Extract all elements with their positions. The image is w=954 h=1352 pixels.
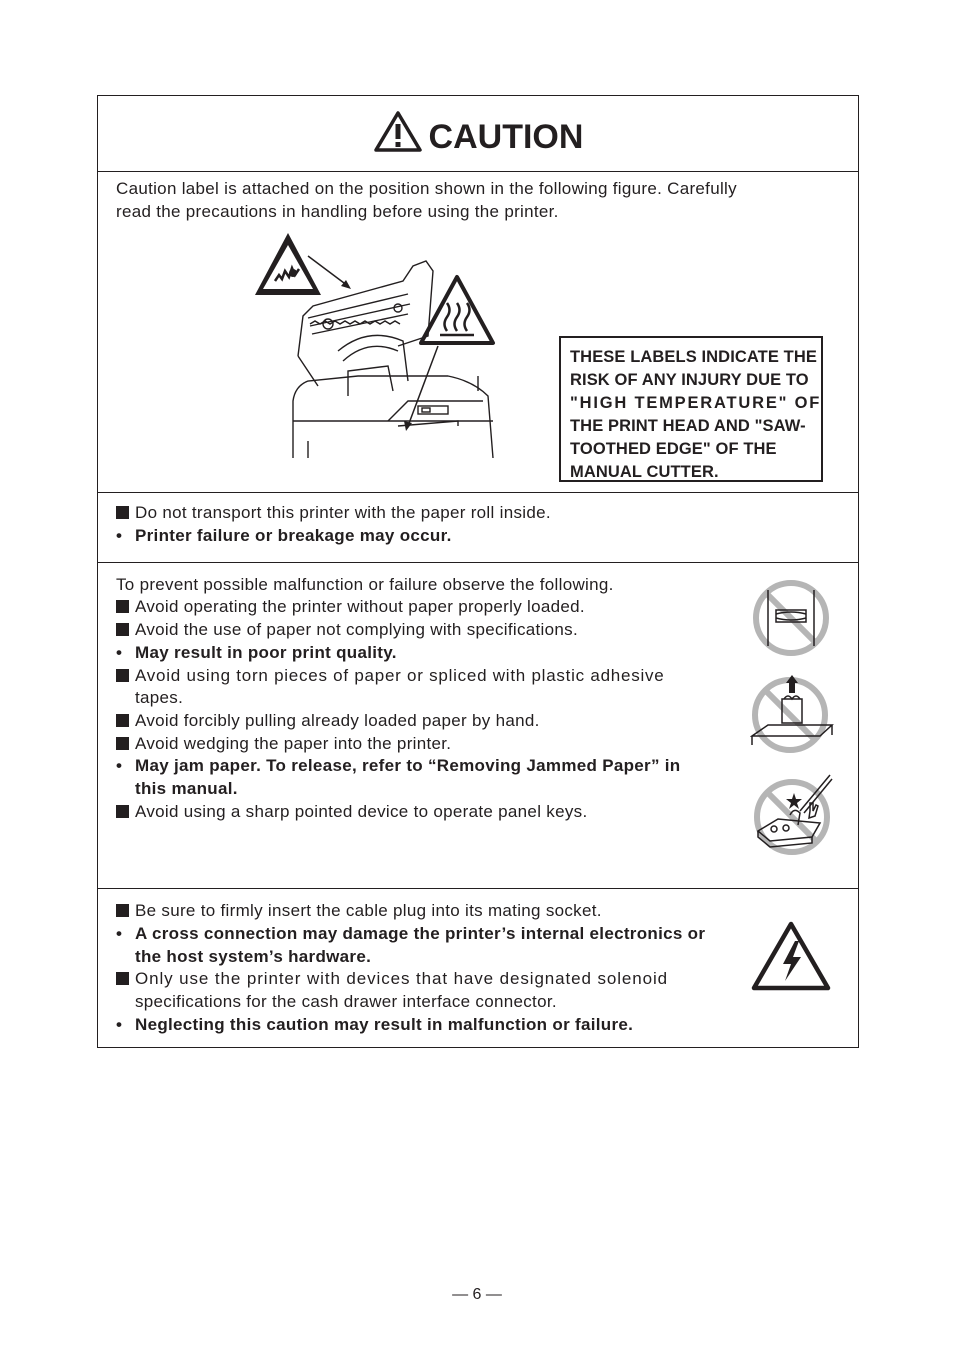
malfunction-item: Avoid using torn pieces of paper or spliced with plastic adhesive [116,664,664,687]
transport-item: Do not transport this printer with the paper roll inside. [116,501,551,524]
callout-box [559,336,823,482]
no-spliced-paper-icon [750,578,832,658]
malfunction-section [98,563,858,889]
no-sharp-device-icon [750,771,836,859]
malfunction-item: Avoid operating the printer without paper properly loaded. [116,595,585,618]
label-intro-line1: Caution label is attached on the position shown in the following figure. Carefully [116,179,737,198]
electric-shock-warning-icon [751,921,831,991]
malfunction-note: • May jam paper. To release, refer to “Removing Jammed Paper” in [116,756,681,775]
caution-title: CAUTION [428,118,584,156]
callout-line: THESE LABELS INDICATE THE [570,348,817,366]
malfunction-item: Avoid forcibly pulling already loaded paper by hand. [116,709,540,732]
cable-section [98,889,858,1047]
malfunction-item: Avoid the use of paper not complying with specifications. [116,618,578,641]
malfunction-intro: To prevent possible malfunction or failure observe the following. [116,575,614,594]
caution-box [97,95,859,1048]
cable-note: • Neglecting this caution may result in malfunction or failure. [116,1015,634,1034]
warning-triangle-icon [373,110,423,152]
malfunction-item: Avoid using a sharp pointed device to operate panel keys. [116,800,587,823]
malfunction-note-cont: this manual. [135,779,238,798]
transport-section [98,493,858,563]
callout-line: MANUAL CUTTER. [570,463,719,481]
transport-note: • Printer failure or breakage may occur. [116,526,452,545]
cable-item: Be sure to firmly insert the cable plug into its mating socket. [116,899,602,922]
cable-note-cont: the host system’s hardware. [135,947,372,966]
hot-surface-warning-icon [418,274,496,346]
callout-line: THE PRINT HEAD AND "SAW- [570,417,806,435]
callout-line: "HIGH TEMPERATURE" OF [570,394,822,412]
malfunction-item-cont: tapes. [135,688,184,707]
label-section [98,171,858,493]
callout-line: TOOTHED EDGE" OF THE [570,440,777,458]
cable-note: • A cross connection may damage the printer’s internal electronics or [116,924,706,943]
malfunction-item: Avoid wedging the paper into the printer. [116,732,451,755]
sawtooth-warning-icon [253,231,323,297]
no-pulling-paper-icon [750,673,836,759]
callout-line: RISK OF ANY INJURY DUE TO [570,371,809,389]
page-number: — 6 — [452,1286,502,1303]
label-intro-line2: read the precautions in handling before using the printer. [116,202,559,221]
malfunction-note: • May result in poor print quality. [116,643,397,662]
cable-item: Only use the printer with devices that have designated solenoid [116,967,668,990]
cable-item-cont: specifications for the cash drawer interface connector. [135,992,557,1011]
caution-header [98,96,858,172]
